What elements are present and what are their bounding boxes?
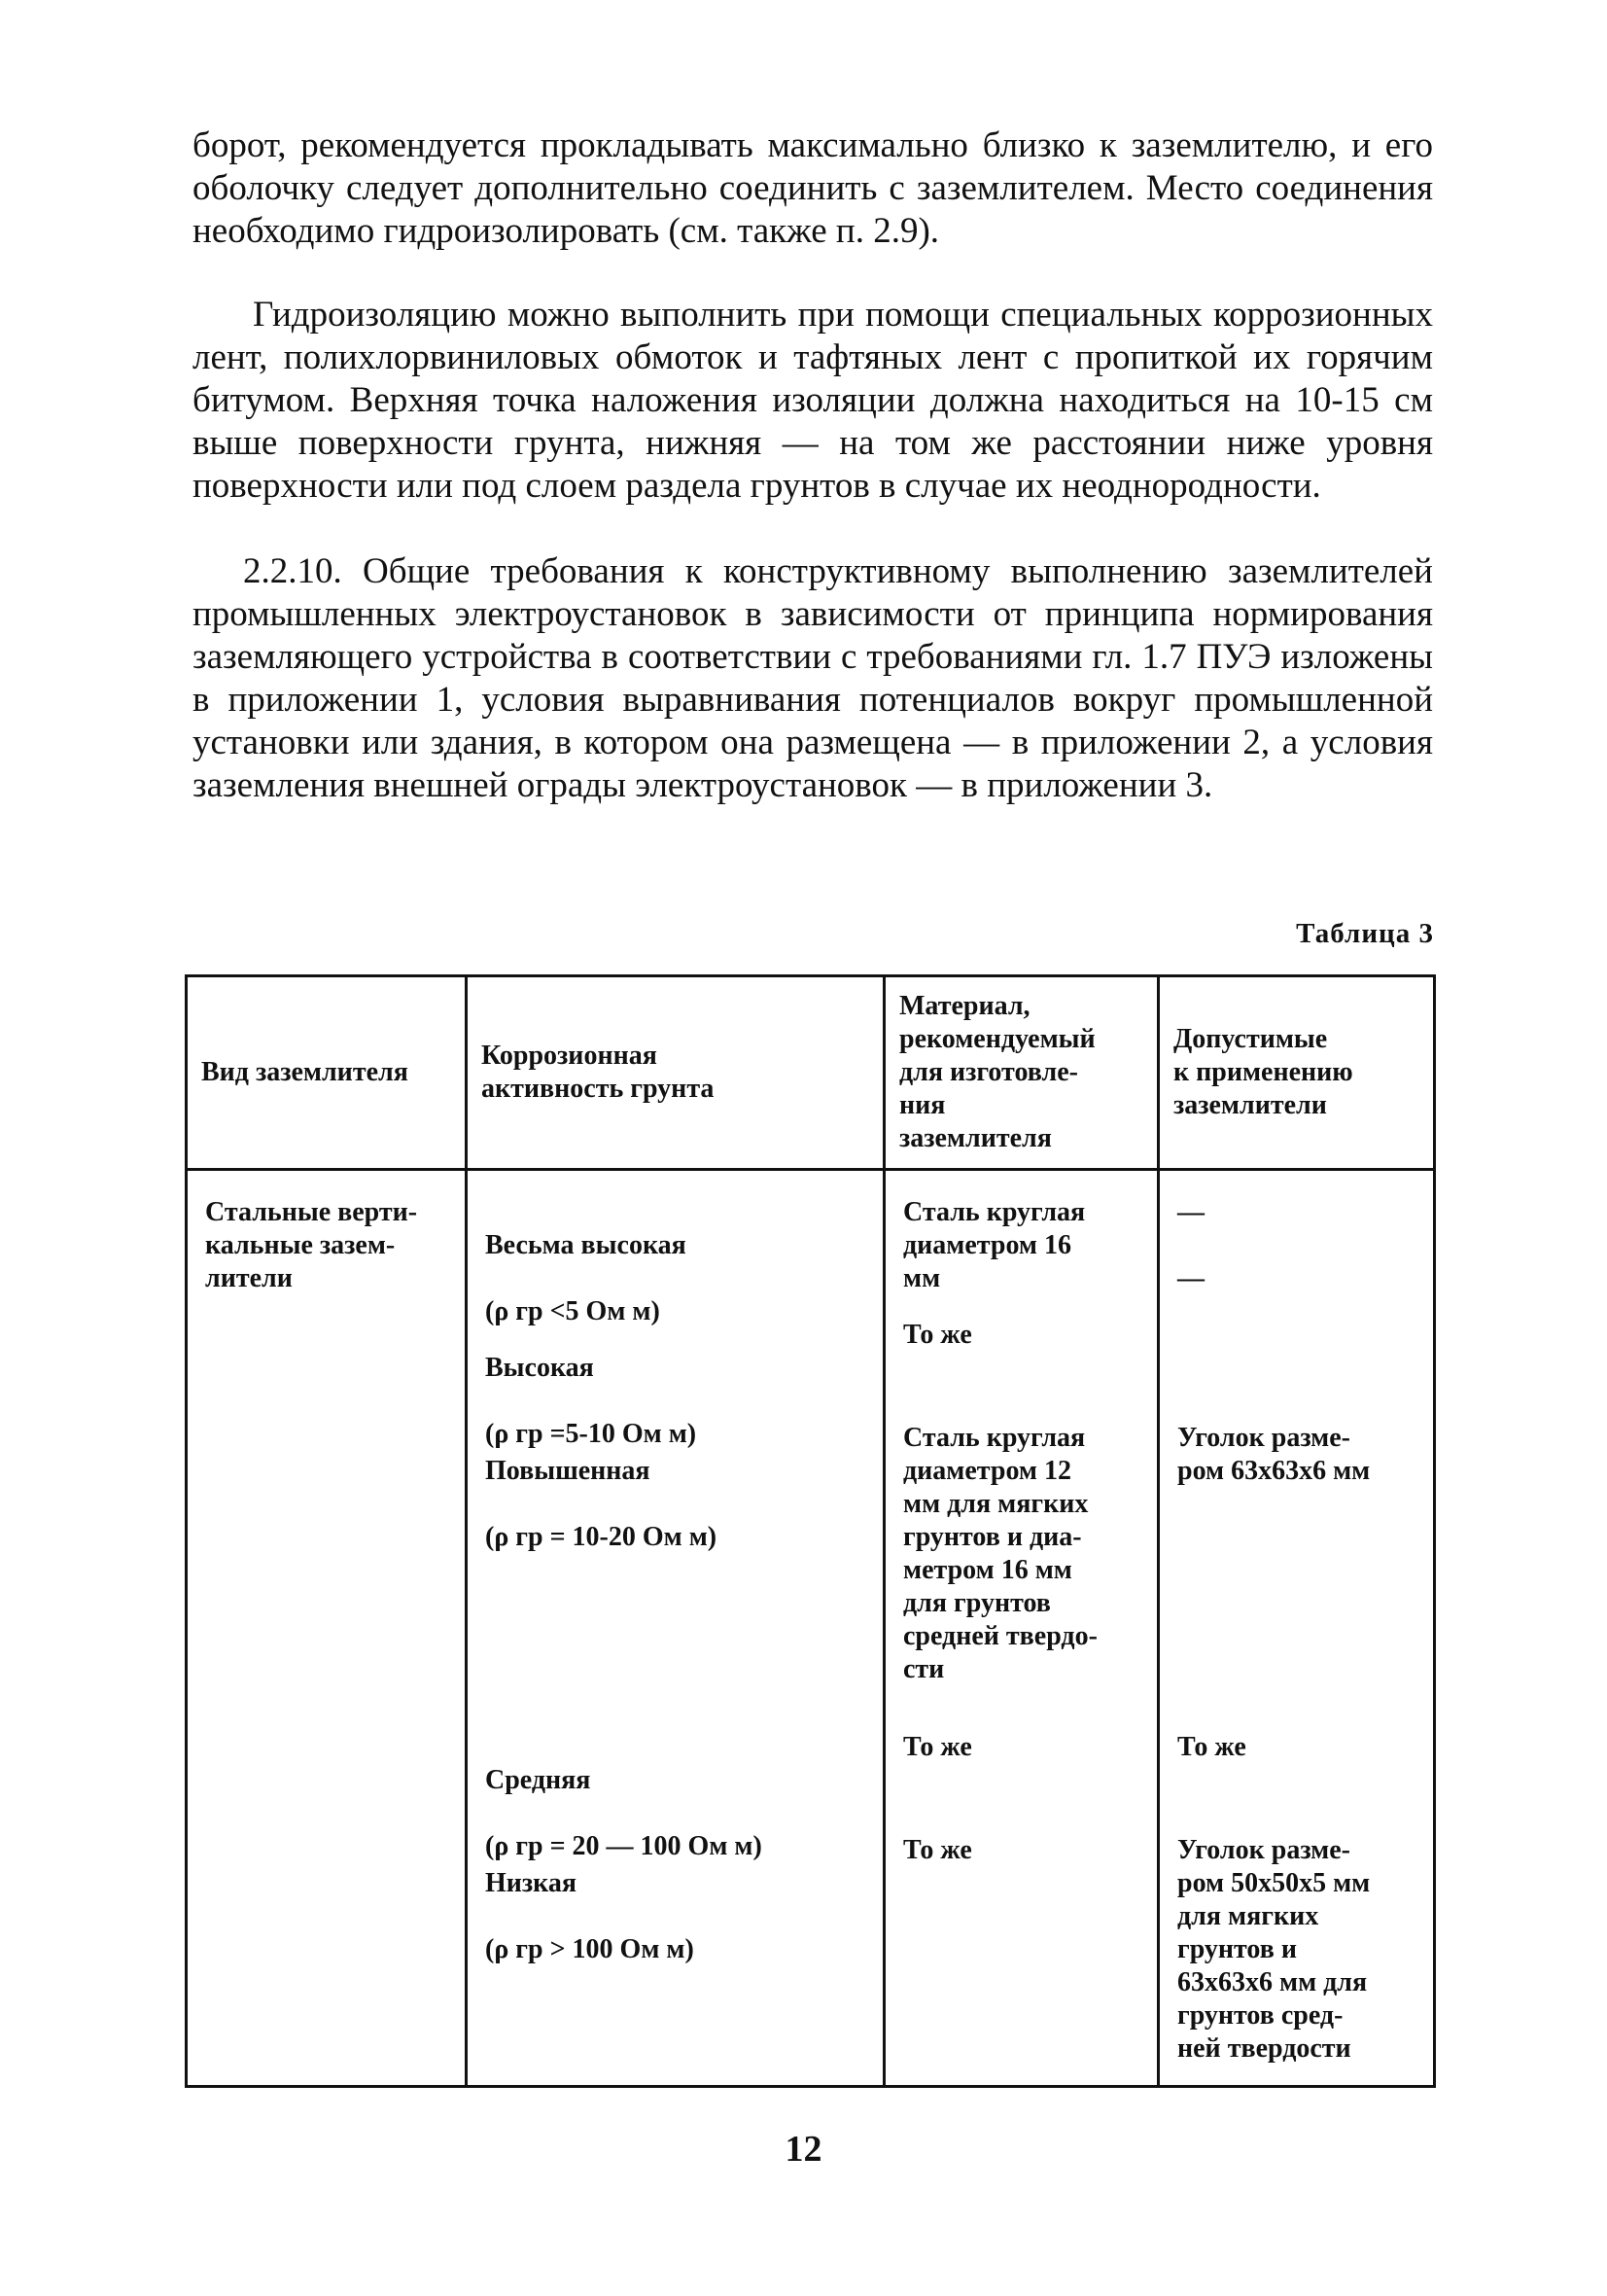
table-header-row xyxy=(187,976,1435,1170)
cell-material xyxy=(885,1170,1159,2087)
header-material: Материал, рекомендуемый для изготовле- ния заземлителя xyxy=(885,976,1159,1170)
paragraph-cable-grounding: борот, рекомендуется прокладывать максимально близко к заземлителю, и его оболочку следует дополнительно соединить с заземлителем. Место соединения необходимо гидроизолировать (см. также п. 2.9). xyxy=(192,125,1433,251)
activity-low: Низкая (ρ гр > 100 Ом м) xyxy=(485,1868,694,1964)
paragraph-waterproofing: Гидроизоляцию можно выполнить при помощи специальных коррозионных лент, полихлорвиниловых обмоток и тафтяных лент с пропиткой их горячим битумом. Верхняя точка наложения изоляции должна находиться на 10-15 см выше поверхности грунта, нижняя — на том же расстоянии ниже уровня поверхности или под слоем раздела грунтов в случае их неоднородности. xyxy=(192,295,1433,506)
table-title: Таблица 3 xyxy=(1296,918,1434,949)
material-medium: То же xyxy=(903,1732,972,1762)
paragraph-section-2-2-10: 2.2.10. Общие требования к конструктивному выполнению заземлителей промышленных электроустановок в зависимости от принципа нормирования заземляющего устройства в соответствии с требованиями гл. 1.7 ПУЭ изложены в приложении 1, условия выравнивания потенциалов вокруг промышленной установки или здания, в котором она размещена — в приложении 2, а условия заземления внешней ограды электроустановок — в приложении 3. xyxy=(192,551,1433,805)
header-kind: Вид заземлителя xyxy=(187,976,467,1170)
allowed-elevated: Уголок разме- ром 63х63х6 мм xyxy=(1177,1423,1371,1486)
allowed-low: Уголок разме- ром 50х50х5 мм для мягких грунтов и 63х63х6 мм для грунтов сред- ней твердости xyxy=(1177,1835,1371,2064)
material-elevated: Сталь круглая диаметром 12 мм для мягких грунтов и диа- метром 16 мм для грунтов средней твердо- сти xyxy=(903,1423,1098,1684)
header-allowed: Допустимые к применению заземлители xyxy=(1159,976,1435,1170)
activity-elevated: Повышенная (ρ гр = 10-20 Ом м) xyxy=(485,1456,717,1552)
cell-allowed xyxy=(1159,1170,1435,2087)
material-very-high: Сталь круглая диаметром 16 мм xyxy=(903,1197,1086,1293)
activity-medium: Средняя (ρ гр = 20 — 100 Ом м) xyxy=(485,1765,762,1861)
allowed-medium: То же xyxy=(1177,1732,1246,1762)
activity-very-high: Весьма высокая (ρ гр <5 Ом м) xyxy=(485,1230,686,1326)
cell-kind xyxy=(187,1170,467,2087)
activity-high: Высокая (ρ гр =5-10 Ом м) xyxy=(485,1353,697,1449)
table-row xyxy=(187,1170,1435,2087)
page-number: 12 xyxy=(785,2129,822,2170)
allowed-very-high: — — xyxy=(1177,1197,1205,1293)
material-low: То же xyxy=(903,1835,972,1865)
material-high: То же xyxy=(903,1320,972,1350)
header-activity: Коррозионная активность грунта xyxy=(467,976,885,1170)
grounding-kind: Стальные верти- кальные зазем- лители xyxy=(205,1197,418,1293)
cell-activity xyxy=(467,1170,885,2087)
allowed-high xyxy=(1177,1319,1415,1422)
grounding-materials-table xyxy=(185,974,1436,2088)
